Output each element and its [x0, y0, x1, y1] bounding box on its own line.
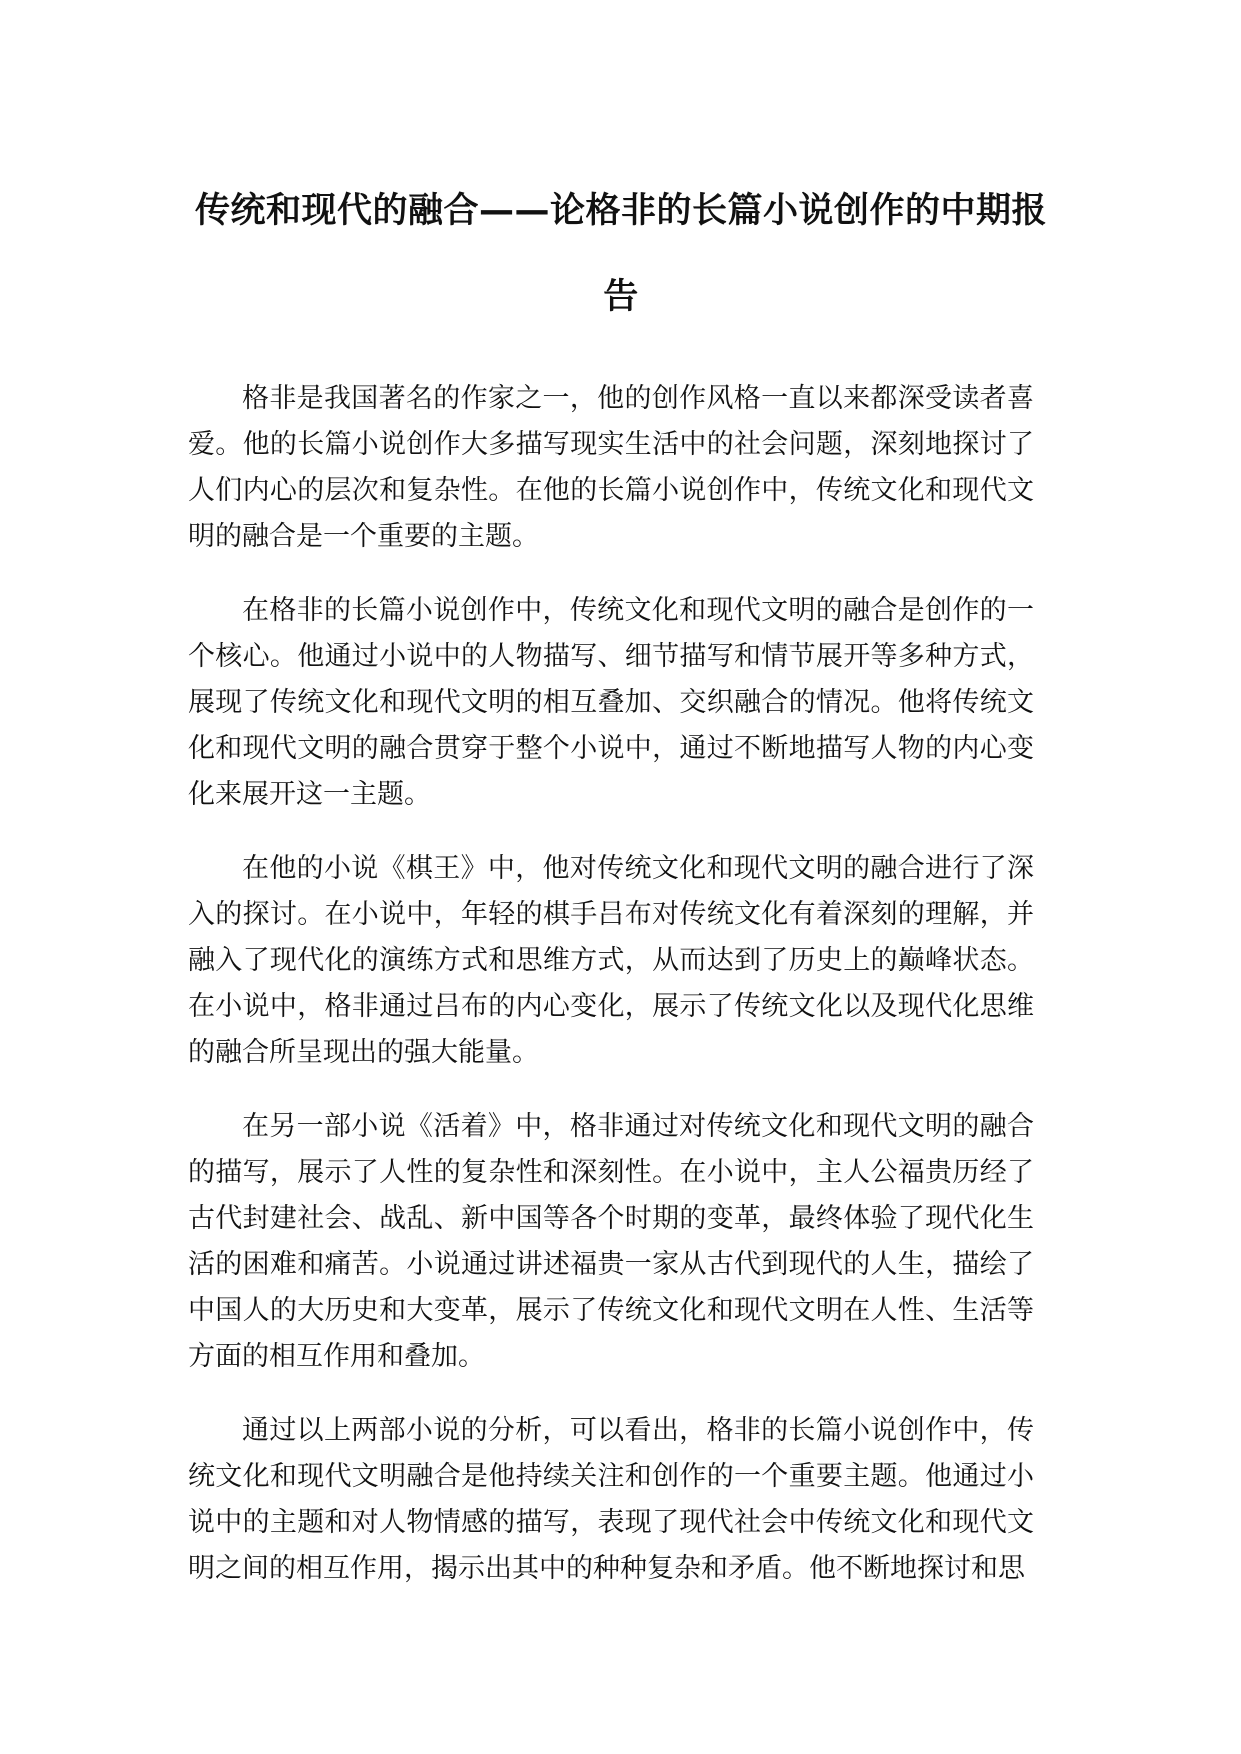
document-title: 传统和现代的融合——论格非的长篇小说创作的中期报告: [194, 191, 1047, 317]
body-paragraph: 通过以上两部小说的分析，可以看出，格非的长篇小说创作中，传统文化和现代文明融合是他持续关注和创作的一个重要主题。他通过小说中的主题和对人物情感的描写，表现了现代社会中传统文化和现代文明之间的相互作用，揭示出其中的种种复杂和矛盾。他不断地探讨和思: [188, 1415, 1034, 1584]
document-body: [188, 376, 1034, 1620]
body-paragraph: 格非是我国著名的作家之一，他的创作风格一直以来都深受读者喜爱。他的长篇小说创作大多描写现实生活中的社会问题，深刻地探讨了人们内心的层次和复杂性。在他的长篇小说创作中，传统文化和现代文明的融合是一个重要的主题。: [188, 383, 1034, 552]
body-paragraph: 在另一部小说《活着》中，格非通过对传统文化和现代文明的融合的描写，展示了人性的复杂性和深刻性。在小说中，主人公福贵历经了古代封建社会、战乱、新中国等各个时期的变革，最终体验了现代化生活的困难和痛苦。小说通过讲述福贵一家从古代到现代的人生，描绘了中国人的大历史和大变革，展示了传统文化和现代文明在人性、生活等方面的相互作用和叠加。: [188, 1111, 1034, 1372]
body-paragraph: 在他的小说《棋王》中，他对传统文化和现代文明的融合进行了深入的探讨。在小说中，年轻的棋手吕布对传统文化有着深刻的理解，并融入了现代化的演练方式和思维方式，从而达到了历史上的巅峰状态。在小说中，格非通过吕布的内心变化，展示了传统文化以及现代化思维的融合所呈现出的强大能量。: [188, 853, 1034, 1068]
body-paragraph: 在格非的长篇小说创作中，传统文化和现代文明的融合是创作的一个核心。他通过小说中的人物描写、细节描写和情节展开等多种方式，展现了传统文化和现代文明的相互叠加、交织融合的情况。他将传统文化和现代文明的融合贯穿于整个小说中，通过不断地描写人物的内心变化来展开这一主题。: [188, 595, 1034, 810]
